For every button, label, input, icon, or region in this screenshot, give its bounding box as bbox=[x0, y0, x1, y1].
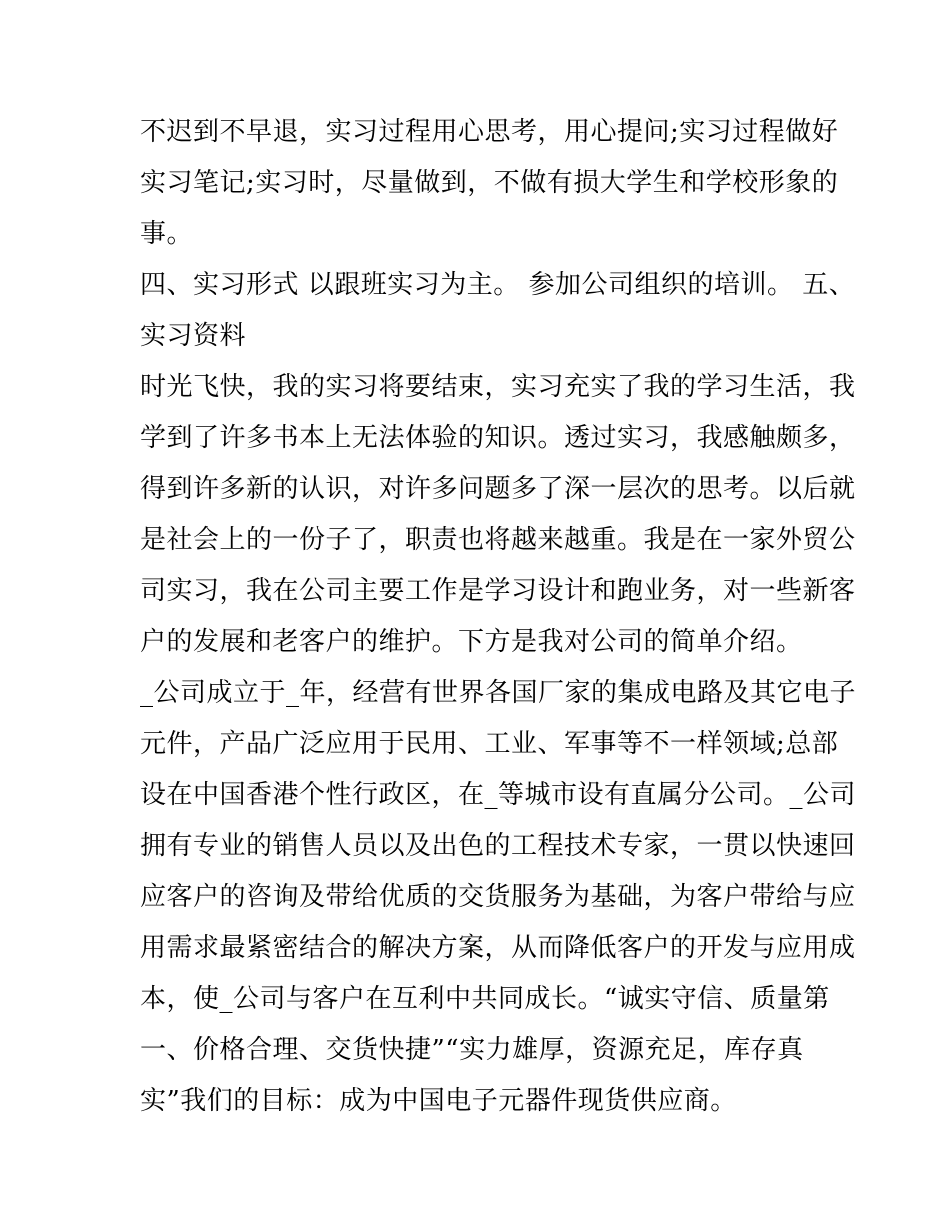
text-line: 实习笔记;实习时，尽量做到，不做有损大学生和学校形象的 bbox=[140, 168, 839, 198]
text-line: 司实习，我在公司主要工作是学习设计和跑业务，对一些新客 bbox=[140, 576, 856, 606]
text-line: _公司成立于_年，经营有世界各国厂家的集成电路及其它电子 bbox=[140, 678, 857, 708]
text-line: 户的发展和老客户的维护。下方是我对公司的简单介绍。 bbox=[140, 627, 803, 657]
text-line: 事。 bbox=[140, 219, 194, 249]
text-line: 得到许多新的认识，对许多问题多了深一层次的思考。以后就 bbox=[140, 474, 856, 504]
section-heading-line: 实习资料 bbox=[140, 321, 247, 351]
text-line: 时光飞快，我的实习将要结束，实习充实了我的学习生活，我 bbox=[140, 372, 856, 402]
section-heading-line: 四、实习形式 以跟班实习为主。 参加公司组织的培训。 五、 bbox=[140, 270, 856, 300]
text-line: 不迟到不早退，实习过程用心思考，用心提问;实习过程做好 bbox=[140, 117, 839, 147]
body-text bbox=[140, 107, 857, 1127]
text-line: 拥有专业的销售人员以及出色的工程技术专家，一贯以快速回 bbox=[140, 831, 856, 861]
text-line: 实”我们的目标：成为中国电子元器件现货供应商。 bbox=[140, 1086, 737, 1116]
text-line: 学到了许多书本上无法体验的知识。透过实习，我感触颇多， bbox=[140, 423, 856, 453]
text-line: 是社会上的一份子了，职责也将越来越重。我是在一家外贸公 bbox=[140, 525, 856, 555]
text-line: 应客户的咨询及带给优质的交货服务为基础，为客户带给与应 bbox=[140, 882, 856, 912]
text-line: 本，使_公司与客户在互利中共同成长。“诚实守信、质量第 bbox=[140, 984, 830, 1014]
text-line: 元件，产品广泛应用于民用、工业、军事等不一样领域;总部 bbox=[140, 729, 839, 759]
text-line: 一、价格合理、交货快捷”“实力雄厚，资源充足，库存真 bbox=[140, 1035, 804, 1065]
text-line: 设在中国香港个性行政区，在_等城市设有直属分公司。_公司 bbox=[140, 780, 857, 810]
text-line: 用需求最紧密结合的解决方案，从而降低客户的开发与应用成 bbox=[140, 933, 856, 963]
